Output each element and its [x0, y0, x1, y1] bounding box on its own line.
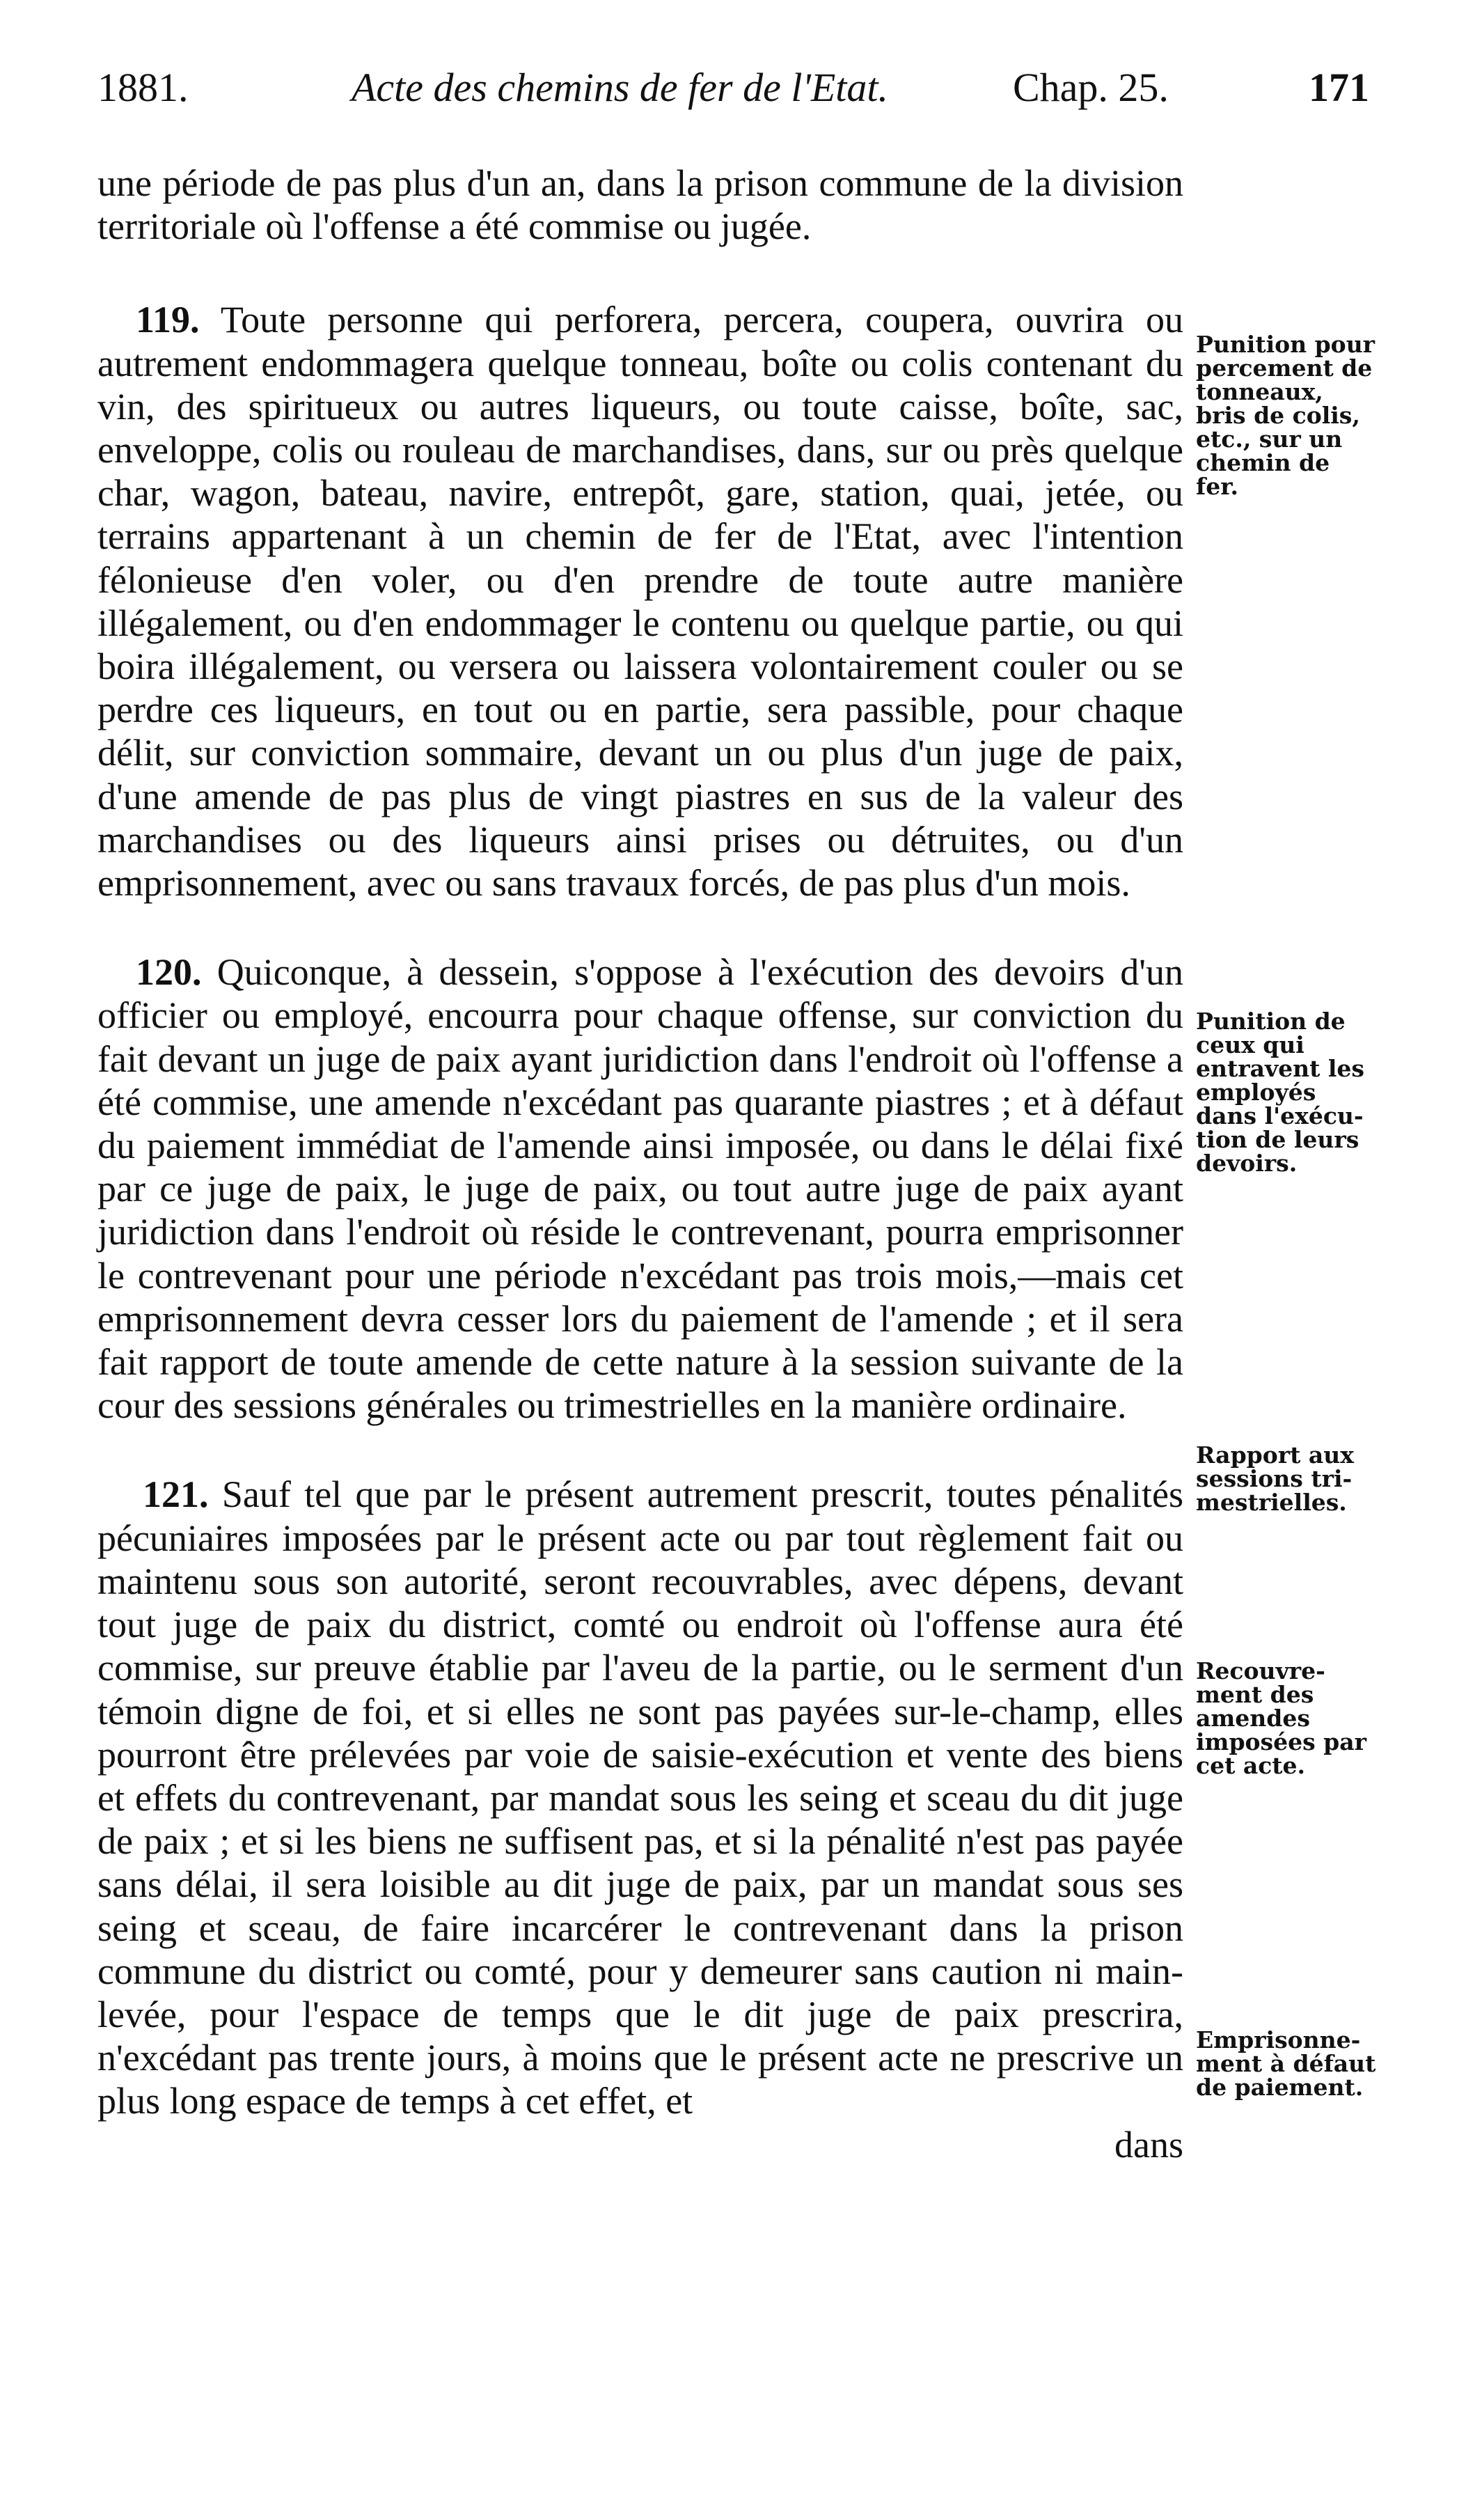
- section-text: Sauf tel que par le présent autrement prescrit, toutes pénalités pécuniaires imposées par le présent acte ou par tout règlement fait ou maintenu sous son autorité, seront recouvrables, avec dépens, devant tout juge de paix du district, comté ou endroit où l'offense aura été commise, sur preuve établie par l'aveu de la partie, ou le serment d'un témoin digne de foi, et si elles ne sont pas payées sur-le-champ, elles pourront être prélevées par voie de saisie-exécution et vente des biens et effets du contrevenant, par mandat sous les seing et sceau du dit juge de paix ; et si les biens ne suffisent pas, et si la pénalité n'est pas payée sans délai, il sera loisible au dit juge de paix, par un mandat sous ses seing et sceau, de faire incarcérer le contrevenant dans la prison commune du district ou comté, pour y demeurer sans caution ni main-levée, pour l'espace de temps que le dit juge de paix prescrira, n'excédant pas trente jours, à moins que le présent acte ne prescrive un plus long espace de temps à cet effet, et: [97, 1473, 1184, 2122]
- margin-note-120: [1196, 1010, 1398, 1175]
- margin-note-line: Punition pour: [1196, 331, 1376, 358]
- margin-note-line: etc., sur un: [1196, 425, 1343, 453]
- margin-note-line: imposées par: [1196, 1728, 1367, 1755]
- margin-note-line: ment à défaut: [1196, 2050, 1376, 2077]
- catchword: dans: [1114, 2123, 1183, 2166]
- margin-note-rapport: [1196, 1443, 1398, 1515]
- margin-note-line: sessions tri-: [1196, 1465, 1353, 1492]
- section-number: 119.: [136, 299, 200, 341]
- margin-note-line: dans l'exécu-: [1196, 1102, 1364, 1129]
- section-120-paragraph: [97, 950, 1183, 1427]
- section-121-paragraph: [97, 1473, 1183, 2122]
- section-number: 121.: [143, 1473, 209, 1516]
- margin-note-line: ment des: [1196, 1681, 1314, 1708]
- continuation-paragraph: une période de pas plus d'un an, dans la prison commune de la division territoriale où l'offense a été commise ou jugée.: [97, 162, 1183, 248]
- margin-note-line: tonneaux,: [1196, 378, 1323, 405]
- margin-note-line: bris de colis,: [1196, 402, 1360, 429]
- margin-note-line: ceux qui: [1196, 1031, 1305, 1058]
- margin-note-line: cet acte.: [1196, 1752, 1306, 1779]
- margin-note-line: Rapport aux: [1196, 1441, 1354, 1469]
- margin-note-line: de paiement.: [1196, 2074, 1364, 2101]
- header-chapter: Chap. 25.: [1013, 65, 1169, 110]
- margin-note-line: chemin de: [1196, 449, 1330, 476]
- margin-note-line: devoirs.: [1196, 1150, 1298, 1177]
- margin-note-121: [1196, 1659, 1398, 1778]
- section-number: 120.: [136, 951, 202, 994]
- header-title: Acte des chemins de fer de l'Etat.: [352, 65, 888, 110]
- margin-note-line: entravent les: [1196, 1055, 1365, 1082]
- margin-note-emprisonnement: [1196, 2028, 1398, 2099]
- main-text-column: [97, 162, 1183, 2166]
- margin-note-line: mestrielles.: [1196, 1489, 1347, 1516]
- header-year: 1881.: [97, 65, 189, 110]
- margin-note-line: fer.: [1196, 473, 1239, 500]
- margin-note-line: amendes: [1196, 1705, 1310, 1732]
- section-119-paragraph: [97, 298, 1183, 905]
- running-header: [0, 64, 1466, 127]
- margin-note-line: Emprisonne-: [1196, 2026, 1361, 2053]
- margin-note-119: [1196, 333, 1398, 499]
- margin-note-line: Punition de: [1196, 1008, 1346, 1035]
- margin-note-line: employés: [1196, 1079, 1316, 1106]
- section-text: Quiconque, à dessein, s'oppose à l'exécution des devoirs d'un officier ou employé, encourra pour chaque offense, sur conviction du fait devant un juge de paix ayant juridiction dans l'endroit où l'offense a été commise, une amende n'excédant pas quarante piastres ; et à défaut du paiement immédiat de l'amende ainsi imposée, ou dans le délai fixé par ce juge de paix, le juge de paix, ou tout autre juge de paix ayant juridiction dans l'endroit où réside le contrevenant, pourra emprisonner le contrevenant pour une période n'excédant pas trois mois,—mais cet emprisonnement devra cesser lors du paiement de l'amende ; et il sera fait rapport de toute amende de cette nature à la session suivante de la cour des sessions générales ou trimestrielles en la manière ordinaire.: [97, 951, 1184, 1427]
- page-number: 171: [1309, 65, 1369, 110]
- section-text: Toute personne qui perforera, percera, coupera, ouvrira ou autrement endommagera quelque tonneau, boîte ou colis contenant du vin, des spiritueux ou autres liqueurs, ou toute caisse, boîte, sac, enveloppe, colis ou rouleau de marchandises, dans, sur ou près quelque char, wagon, bateau, navire, entrepôt, gare, station, quai, jetée, ou terrains appartenant à un chemin de fer de l'Etat, avec l'intention félonieuse d'en voler, ou d'en prendre de toute autre manière illégalement, ou d'en endommager le contenu ou quelque partie, ou qui boira illégalement, ou versera ou laissera volontairement couler ou se perdre ces liqueurs, en tout ou en partie, sera passible, pour chaque délit, sur conviction sommaire, devant un ou plus d'un juge de paix, d'une amende de pas plus de vingt piastres en sus de la valeur des marchandises ou des liqueurs ainsi prises ou détruites, ou d'un emprisonnement, avec ou sans travaux forcés, de pas plus d'un mois.: [97, 299, 1183, 905]
- margin-note-line: percement de: [1196, 354, 1373, 382]
- margin-note-line: Recouvre-: [1196, 1657, 1325, 1684]
- margin-note-line: tion de leurs: [1196, 1126, 1359, 1153]
